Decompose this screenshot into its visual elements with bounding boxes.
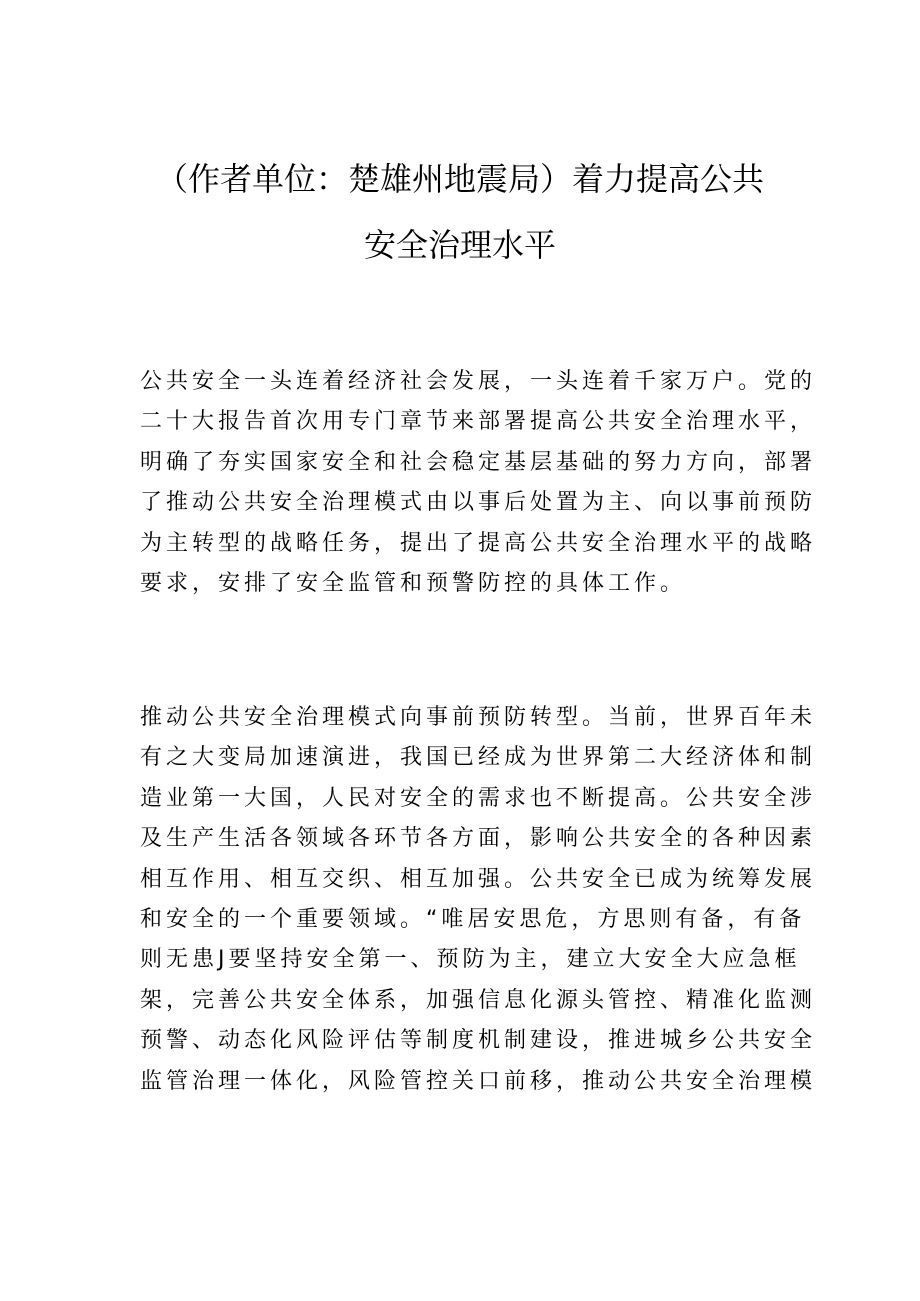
paragraph-line: 推动公共安全治理模式向事前预防转型。当前，世界百年未 [140, 705, 817, 730]
paragraph-line: 明确了夯实国家安全和社会稳定基层基础的努力方向，部署 [140, 449, 817, 475]
paragraph-line: 和安全的一个重要领域。“唯居安思危，方思则有备，有备 [140, 907, 806, 933]
paragraph-line: 有之大变局加速演进，我国已经成为世界第二大经济体和制 [140, 745, 817, 771]
paragraph-line: 为主转型的战略任务，提出了提高公共安全治理水平的战略 [140, 530, 817, 556]
paragraph-line: 架，完善公共安全体系，加强信息化源头管控、精准化监测 [140, 987, 817, 1013]
paragraph-line: 二十大报告首次用专门章节来部署提高公共安全治理水平， [140, 409, 817, 435]
paragraph-line: 造业第一大国，人民对安全的需求也不断提高。公共安全涉 [140, 785, 817, 811]
paragraph-line: 了推动公共安全治理模式由以事后处置为主、向以事前预防 [140, 490, 817, 516]
paragraph-line: 则无患J要坚持安全第一、预防为主，建立大安全大应急框 [140, 947, 801, 973]
paragraph-prevention [140, 698, 817, 1102]
paragraph-line: 要求，安排了安全监管和预警防控的具体工作。 [140, 571, 687, 597]
paragraph-line: 相互作用、相互交织、相互加强。公共安全已成为统筹发展 [140, 866, 817, 892]
paragraph-line: 及生产生活各领域各环节各方面，影响公共安全的各种因素 [140, 826, 817, 852]
paragraph-line: 预警、动态化风险评估等制度机制建设，推进城乡公共安全 [140, 1028, 817, 1054]
title-line: （作者单位：楚雄州地震局）着力提高公共 [155, 160, 764, 198]
document-title [100, 146, 820, 278]
paragraph-line: 监管治理一体化，风险管控关口前移，推动公共安全治理模 [140, 1068, 817, 1094]
paragraph-intro [140, 362, 817, 604]
paragraph-line: 公共安全一头连着经济社会发展，一头连着千家万户。党的 [140, 369, 817, 394]
title-line: 安全治理水平 [363, 226, 556, 264]
